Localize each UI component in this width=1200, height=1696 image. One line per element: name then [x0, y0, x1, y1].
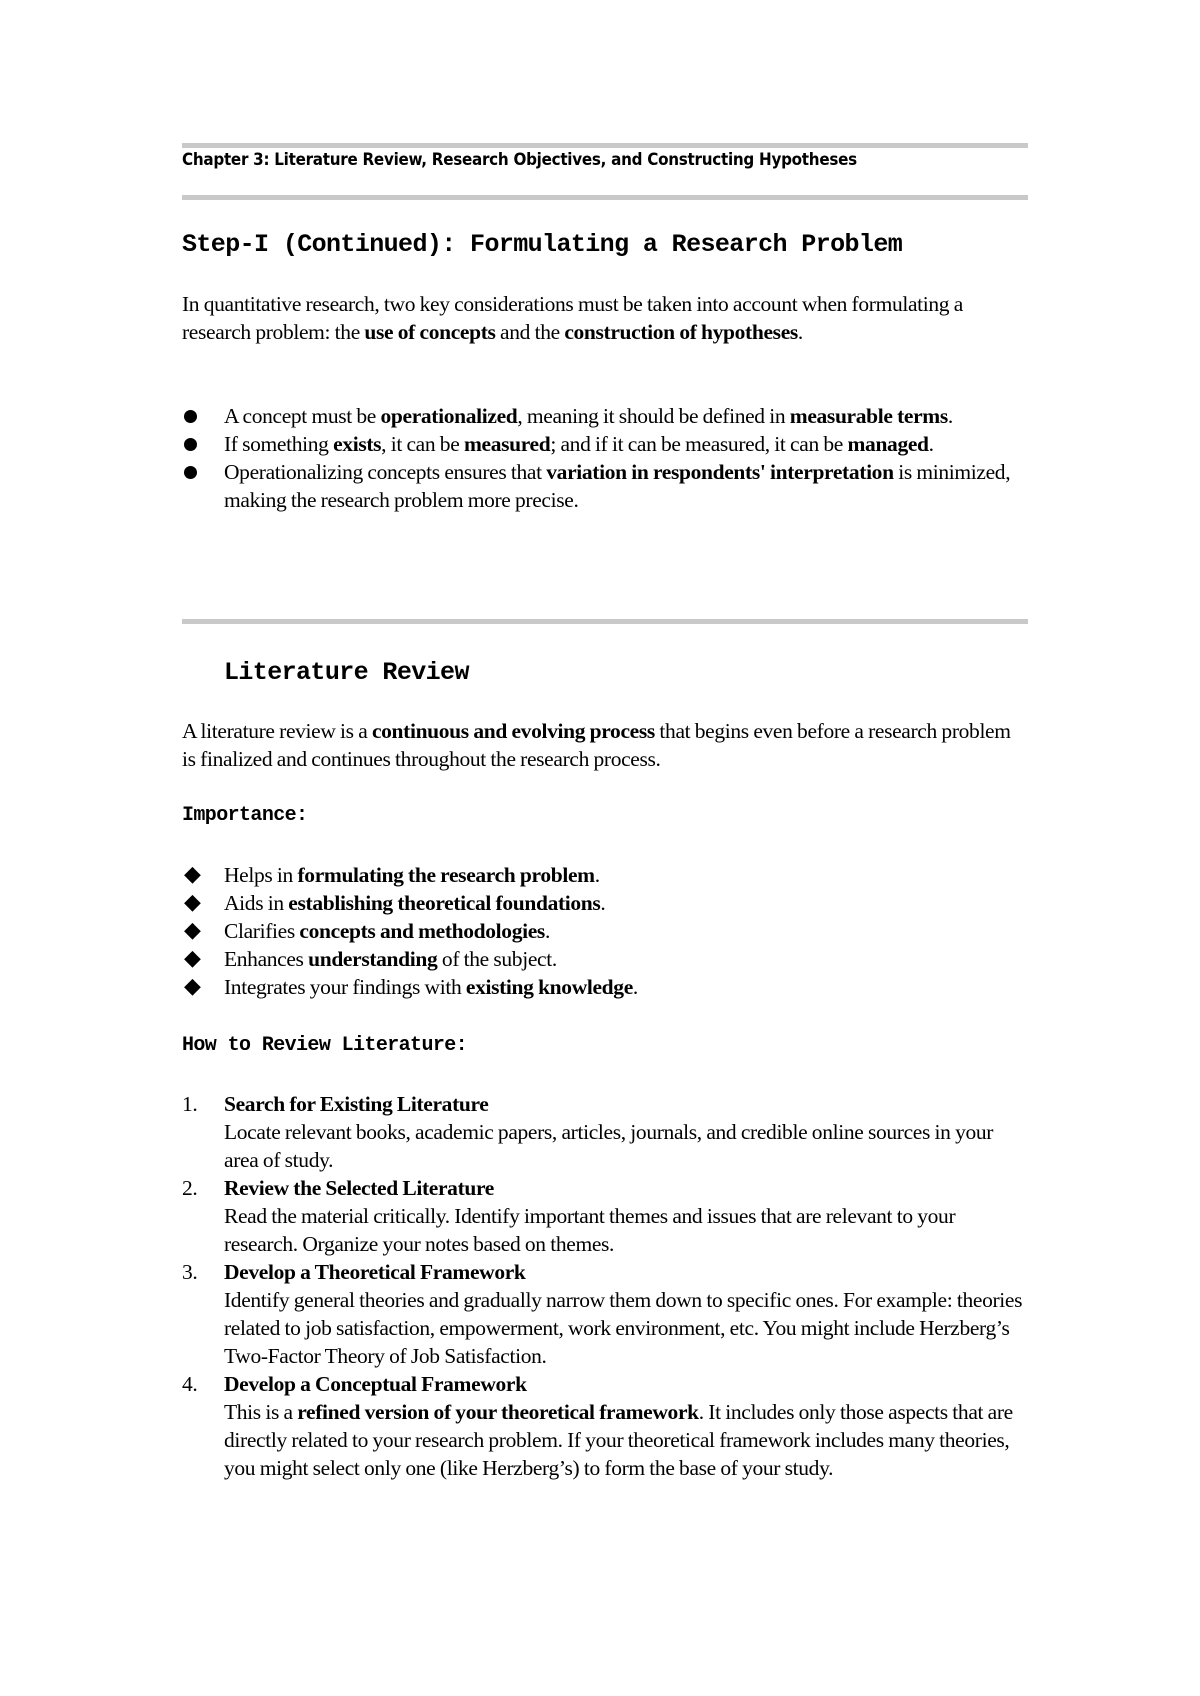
- section1-intro: [182, 290, 1028, 346]
- diamond-bullet-icon: ◆: [184, 974, 201, 999]
- list-item: [182, 1090, 1028, 1174]
- text-run: Aids in: [224, 891, 289, 915]
- bullet-dot-icon: [184, 466, 197, 479]
- list-item: [182, 973, 1028, 1001]
- text-run: ; and if it can be measured, it can be: [550, 432, 848, 456]
- bold-text-run: formulating the research problem: [297, 863, 595, 887]
- bullet-text: [224, 460, 1010, 512]
- text-run: Identify general theories and gradually narrow them down to specific ones. For example: theories related to job satisfaction, empowerment, work environment, etc. You might include Herzberg’s Two-Factor Theory of Job Satisfaction.: [224, 1288, 1023, 1368]
- list-item: [182, 1370, 1028, 1482]
- text-run: , it can be: [381, 432, 464, 456]
- step-number: 4.: [182, 1372, 198, 1396]
- text-run: Operationalizing concepts ensures that: [224, 460, 547, 484]
- bullet-dot-icon: [184, 410, 197, 423]
- literature-review-intro: [182, 717, 1028, 773]
- list-item: [182, 1258, 1028, 1370]
- importance-text: [224, 975, 638, 999]
- bold-text-run: concepts and methodologies: [299, 919, 545, 943]
- bold-text-run: refined version of your theoretical framework: [297, 1400, 699, 1424]
- text-run: .: [544, 919, 550, 943]
- text-run: .: [797, 320, 803, 344]
- bold-text-run: managed: [847, 432, 929, 456]
- step-title: Develop a Conceptual Framework: [224, 1372, 527, 1396]
- diamond-bullet-icon: ◆: [184, 946, 201, 971]
- bold-text-run: use of concepts: [364, 320, 496, 344]
- list-item: [182, 430, 1028, 458]
- text-run: . It includes only those aspects that are directly related to your research problem. If your theoretical framework includes many theories, you might select only one (like Herzberg’s) to form the base of your study.: [224, 1400, 1013, 1480]
- header-top-rule: [182, 143, 1028, 148]
- text-run: Clarifies: [224, 919, 300, 943]
- list-item: [182, 402, 1028, 430]
- bold-text-run: continuous and evolving process: [371, 719, 655, 743]
- how-to-review-heading: How to Review Literature:: [182, 1034, 468, 1057]
- step-title: Search for Existing Literature: [224, 1092, 489, 1116]
- text-run: If something: [224, 432, 334, 456]
- list-item: [182, 917, 1028, 945]
- bold-text-run: measurable terms: [789, 404, 948, 428]
- list-item: [182, 1174, 1028, 1258]
- text-run: Locate relevant books, academic papers, articles, journals, and credible online sources in your area of study.: [224, 1120, 994, 1172]
- importance-text: [224, 891, 605, 915]
- step-body: [224, 1118, 1028, 1174]
- list-item: [182, 889, 1028, 917]
- bullet-text: [224, 404, 953, 428]
- bold-text-run: existing knowledge: [465, 975, 633, 999]
- text-run: A literature review is a: [182, 719, 372, 743]
- bullet-text: [224, 432, 934, 456]
- text-run: and the: [495, 320, 565, 344]
- importance-list: [182, 861, 1028, 1001]
- text-run: A concept must be: [224, 404, 381, 428]
- text-run: of the subject.: [437, 947, 557, 971]
- step-number: 2.: [182, 1176, 198, 1200]
- bold-text-run: variation in respondents' interpretation: [546, 460, 894, 484]
- step-body: [224, 1286, 1028, 1370]
- review-steps-list: [182, 1090, 1028, 1482]
- text-run: Enhances: [224, 947, 309, 971]
- text-run: .: [947, 404, 953, 428]
- text-run: is minimized, making the research problem more precise.: [224, 460, 1011, 512]
- importance-text: [224, 919, 550, 943]
- step-body: [224, 1202, 1028, 1258]
- list-item: [182, 945, 1028, 973]
- text-run: that begins even before a research problem is finalized and continues throughout the research process.: [182, 719, 1011, 771]
- list-item: [182, 861, 1028, 889]
- header-bottom-rule: [182, 195, 1028, 200]
- text-run: Helps in: [224, 863, 298, 887]
- step-title: Develop a Theoretical Framework: [224, 1260, 526, 1284]
- bullet-dot-icon: [184, 438, 197, 451]
- section-title-literature-review: Literature Review: [224, 658, 469, 687]
- text-run: .: [632, 975, 638, 999]
- bold-text-run: exists: [333, 432, 382, 456]
- bold-text-run: construction of hypotheses: [564, 320, 798, 344]
- text-run: , meaning it should be defined in: [517, 404, 790, 428]
- importance-heading: Importance:: [182, 804, 308, 827]
- section-divider-rule: [182, 619, 1028, 624]
- text-run: Read the material critically. Identify important themes and issues that are relevant to your research. Organize your notes based on themes.: [224, 1204, 956, 1256]
- diamond-bullet-icon: ◆: [184, 862, 201, 887]
- concept-bullet-list: [182, 402, 1028, 514]
- importance-text: [224, 947, 557, 971]
- text-run: This is a: [224, 1400, 298, 1424]
- diamond-bullet-icon: ◆: [184, 890, 201, 915]
- text-run: .: [928, 432, 934, 456]
- text-run: .: [600, 891, 606, 915]
- importance-text: [224, 863, 600, 887]
- bold-text-run: establishing theoretical foundations: [288, 891, 601, 915]
- bold-text-run: operationalized: [380, 404, 518, 428]
- text-run: Integrates your findings with: [224, 975, 466, 999]
- list-item: [182, 458, 1028, 514]
- section-title-formulating: Step-I (Continued): Formulating a Research Problem: [182, 230, 903, 259]
- bold-text-run: understanding: [308, 947, 438, 971]
- step-body: [224, 1398, 1028, 1482]
- diamond-bullet-icon: ◆: [184, 918, 201, 943]
- bold-text-run: measured: [463, 432, 551, 456]
- text-run: In quantitative research, two key considerations must be taken into account when formulating a research problem: the: [182, 292, 963, 344]
- chapter-header: Chapter 3: Literature Review, Research Objectives, and Constructing Hypotheses: [182, 150, 857, 169]
- step-number: 1.: [182, 1092, 198, 1116]
- step-title: Review the Selected Literature: [224, 1176, 494, 1200]
- text-run: .: [594, 863, 600, 887]
- step-number: 3.: [182, 1260, 198, 1284]
